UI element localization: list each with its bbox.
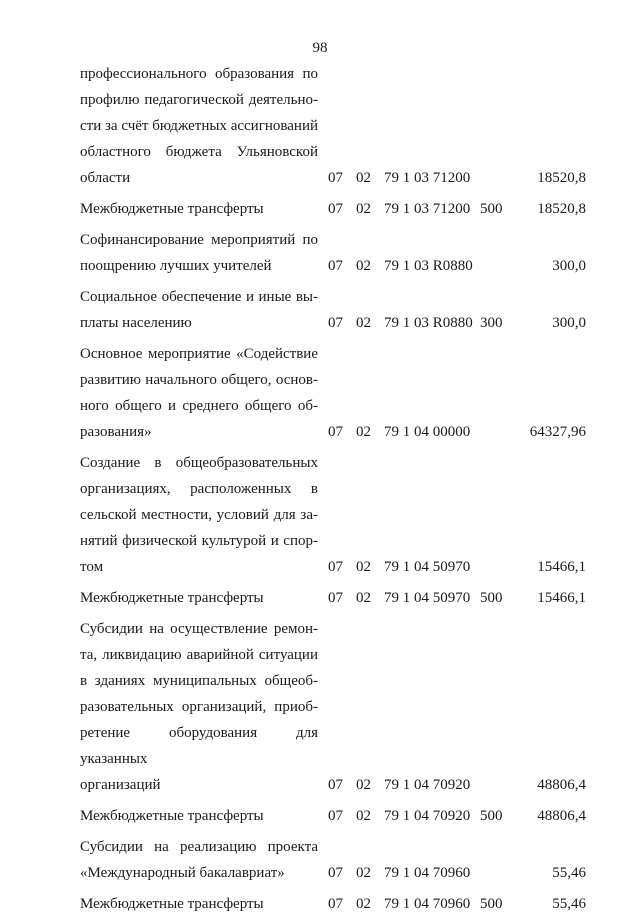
- row-name-line: Межбюджетные трансферты: [80, 896, 264, 912]
- row-amount: 64327,96: [529, 424, 586, 440]
- row-name: [80, 341, 318, 445]
- row-subsection-code: 02: [356, 808, 371, 824]
- row-name-line: Межбюджетные трансферты: [80, 590, 264, 606]
- table-row: [80, 450, 620, 580]
- table-row: [80, 227, 620, 279]
- row-section-code: 07: [328, 808, 343, 824]
- row-amount: 55,46: [552, 865, 586, 881]
- row-name-line: разовательных организаций, приоб-: [80, 699, 318, 715]
- table-row: [80, 61, 620, 191]
- row-name-line: в зданиях муниципальных общеоб-: [80, 673, 318, 689]
- row-subsection-code: 02: [356, 315, 371, 331]
- row-name: [80, 891, 318, 917]
- row-section-code: 07: [328, 777, 343, 793]
- table-row: [80, 834, 620, 886]
- table-row: [80, 196, 620, 222]
- row-subsection-code: 02: [356, 590, 371, 606]
- row-name-line: области: [80, 170, 131, 186]
- row-subsection-code: 02: [356, 896, 371, 912]
- row-name-line: областного бюджета Ульяновской: [80, 144, 318, 160]
- row-subsection-code: 02: [356, 201, 371, 217]
- row-section-code: 07: [328, 170, 343, 186]
- row-section-code: 07: [328, 865, 343, 881]
- table-row: [80, 585, 620, 611]
- table-row: [80, 284, 620, 336]
- table-row: [80, 891, 620, 917]
- row-amount: 48806,4: [537, 777, 586, 793]
- row-target-article: 79 1 03 71200: [384, 201, 471, 217]
- row-target-article: 79 1 04 00000: [384, 424, 471, 440]
- row-target-article: 79 1 04 70960: [384, 896, 471, 912]
- row-name-line: ретение оборудования для указанных: [80, 725, 318, 767]
- row-name: [80, 284, 318, 336]
- row-subsection-code: 02: [356, 170, 371, 186]
- row-name: [80, 450, 318, 580]
- row-amount: 55,46: [552, 896, 586, 912]
- row-name-line: Основное мероприятие «Содействие: [80, 346, 318, 362]
- row-name-line: та, ликвидацию аварийной ситуации: [80, 647, 318, 663]
- row-section-code: 07: [328, 559, 343, 575]
- row-subsection-code: 02: [356, 865, 371, 881]
- row-subsection-code: 02: [356, 777, 371, 793]
- row-name-line: том: [80, 559, 104, 575]
- row-name-line: разования»: [80, 424, 152, 440]
- row-expense-type: 500: [480, 808, 503, 824]
- row-target-article: 79 1 03 71200: [384, 170, 471, 186]
- row-name-line: Субсидии на реализацию проекта: [80, 839, 318, 855]
- row-subsection-code: 02: [356, 559, 371, 575]
- row-name-line: нятий физической культурой и спор-: [80, 533, 318, 549]
- row-name: [80, 834, 318, 886]
- row-name-line: Софинансирование мероприятий по: [80, 232, 318, 248]
- row-name: [80, 803, 318, 829]
- row-name-line: платы населению: [80, 315, 192, 331]
- row-amount: 15466,1: [537, 559, 586, 575]
- row-target-article: 79 1 04 70960: [384, 865, 471, 881]
- row-name-line: профилю педагогической деятельно-: [80, 92, 318, 108]
- row-target-article: 79 1 04 70920: [384, 808, 471, 824]
- row-name-line: Создание в общеобразовательных: [80, 455, 318, 471]
- row-amount: 18520,8: [537, 201, 586, 217]
- row-subsection-code: 02: [356, 258, 371, 274]
- row-amount: 18520,8: [537, 170, 586, 186]
- row-expense-type: 500: [480, 590, 503, 606]
- row-amount: 300,0: [552, 258, 586, 274]
- row-name-line: Субсидии на осуществление ремон-: [80, 621, 318, 637]
- row-target-article: 79 1 04 50970: [384, 559, 471, 575]
- row-target-article: 79 1 03 R0880: [384, 315, 473, 331]
- table-row: [80, 803, 620, 829]
- row-name-line: Межбюджетные трансферты: [80, 201, 264, 217]
- row-name-line: Межбюджетные трансферты: [80, 808, 264, 824]
- row-section-code: 07: [328, 424, 343, 440]
- row-name: [80, 616, 318, 798]
- row-name-line: Социальное обеспечение и иные вы-: [80, 289, 318, 305]
- row-target-article: 79 1 04 70920: [384, 777, 471, 793]
- row-expense-type: 500: [480, 201, 503, 217]
- row-name: [80, 196, 318, 222]
- row-expense-type: 300: [480, 315, 503, 331]
- row-section-code: 07: [328, 590, 343, 606]
- row-name: [80, 61, 318, 191]
- row-expense-type: 500: [480, 896, 503, 912]
- table-row: [80, 616, 620, 798]
- row-name-line: поощрению лучших учителей: [80, 258, 272, 274]
- row-name-line: сельской местности, условий для за-: [80, 507, 318, 523]
- row-name-line: организаций: [80, 777, 161, 793]
- table-row: [80, 341, 620, 445]
- row-section-code: 07: [328, 258, 343, 274]
- row-name-line: профессионального образования по: [80, 66, 318, 82]
- row-amount: 15466,1: [537, 590, 586, 606]
- budget-table: [80, 61, 620, 922]
- row-amount: 300,0: [552, 315, 586, 331]
- row-subsection-code: 02: [356, 424, 371, 440]
- row-name-line: ного общего и среднего общего об-: [80, 398, 318, 414]
- row-target-article: 79 1 03 R0880: [384, 258, 473, 274]
- row-name: [80, 585, 318, 611]
- row-amount: 48806,4: [537, 808, 586, 824]
- row-name: [80, 227, 318, 279]
- row-section-code: 07: [328, 201, 343, 217]
- row-name-line: сти за счёт бюджетных ассигнований: [80, 118, 318, 134]
- row-section-code: 07: [328, 315, 343, 331]
- row-name-line: развитию начального общего, основ-: [80, 372, 318, 388]
- row-name-line: организациях, расположенных в: [80, 481, 318, 497]
- page-number: 98: [312, 40, 328, 56]
- row-name-line: «Международный бакалавриат»: [80, 865, 285, 881]
- row-section-code: 07: [328, 896, 343, 912]
- row-target-article: 79 1 04 50970: [384, 590, 471, 606]
